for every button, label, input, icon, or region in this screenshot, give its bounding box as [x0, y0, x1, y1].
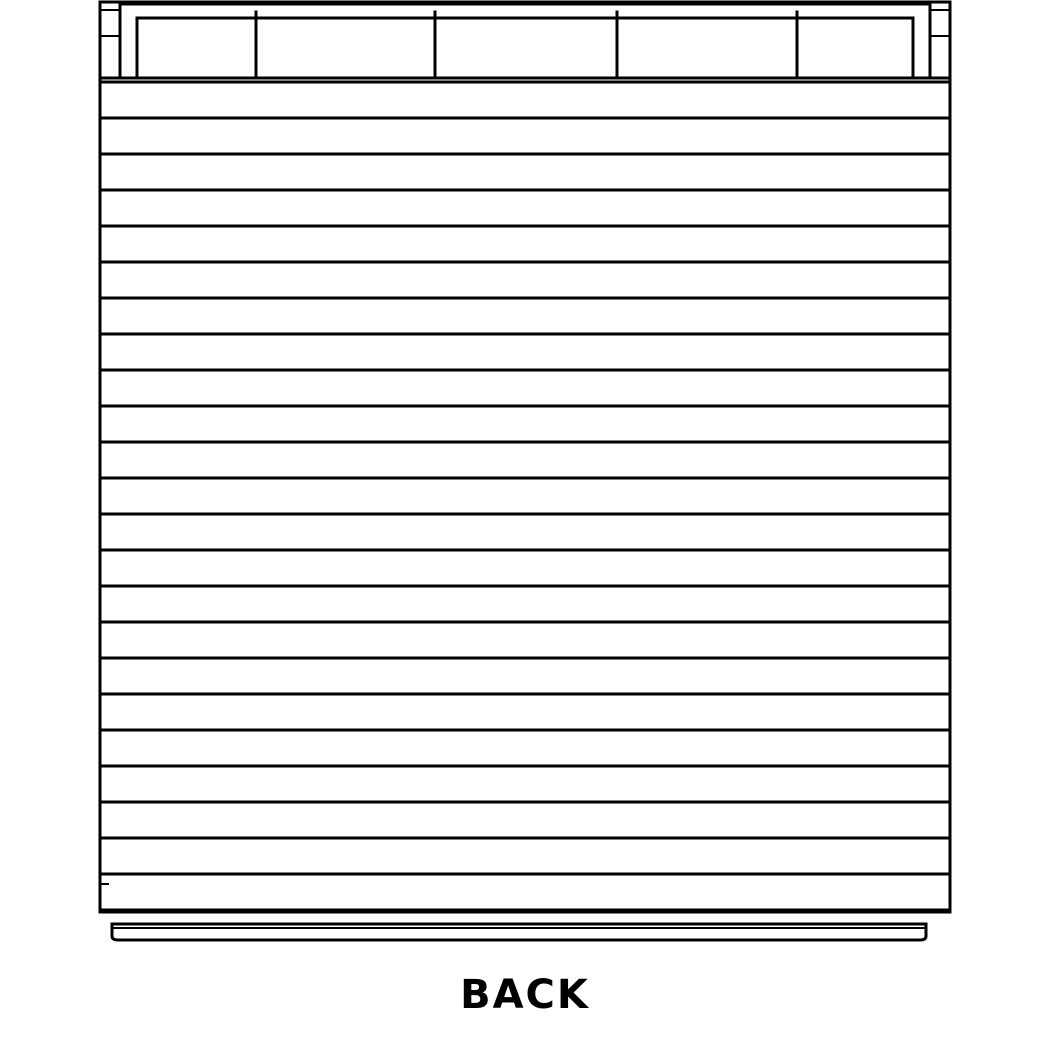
figure-caption-area — [0, 972, 1050, 1018]
figure-caption: BACK — [460, 972, 590, 1018]
